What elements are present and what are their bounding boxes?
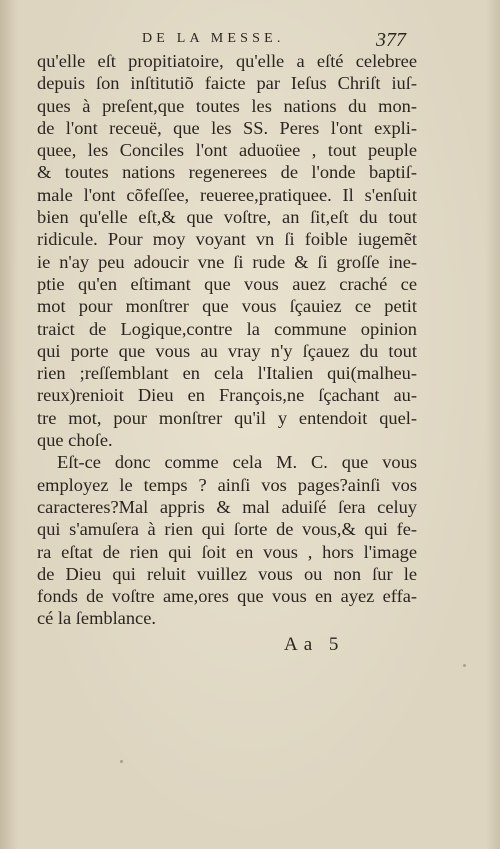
text-line: male l'ont cõfeſſee, reueree,pratiquee. Il s'enſuit [37,184,417,205]
text-line: rien ;reſſemblant en cela l'Italien qui(malheu- [37,363,417,384]
text-line: employez le temps ? ainſi vos pages?ainſi vos [37,474,417,495]
page-number: 377 [376,29,406,51]
text-line: & toutes nations regenerees de l'onde baptiſ- [37,162,417,183]
paragraph [37,50,417,451]
paper-speck [120,760,123,763]
text-line: de l'ont receuë, que les SS. Peres l'ont expli- [37,117,417,138]
text-line: tre mot, pour monſtrer qu'il y entendoit quel- [37,407,417,428]
text-line: fonds de voſtre ame,ores que vous en ayez effa- [37,586,417,607]
text-line: qu'elle eſt propitiatoire, qu'elle a eſté celebree [37,51,417,71]
paragraph [37,451,417,629]
text-line: qui s'amuſera à rien qui ſorte de vous,& qui fe- [37,519,417,540]
text-line: traict de Logique,contre la commune opinion [37,318,417,339]
text-line: depuis ſon inſtitutiõ faicte par Ieſus Chriſt iuſ- [37,73,417,94]
text-line: que choſe. [37,430,113,451]
text-line: ques à preſent,que toutes les nations du mon- [37,95,417,116]
text-line: bien qu'elle eſt,& que voſtre, an ſit,eſt du tout [37,207,417,228]
text-line: qui porte que vous au vray n'y ſçauez du tout [37,340,417,361]
text-line: ra eſtat de rien qui ſoit en vous , hors l'image [37,541,417,562]
text-line: caracteres?Mal appris & mal aduiſé ſera celuy [37,496,417,517]
text-line: cé la ſemblance. [37,608,156,629]
text-line: ridicule. Pour moy voyant vn ſi foible iugemẽt [37,229,417,250]
text-line: quee, les Conciles l'ont aduoüee , tout peuple [37,140,417,161]
text-line: mot pour monſtrer que vous ſçauiez ce petit [37,296,417,317]
text-line: de Dieu qui reluit vuillez vous ou non ſur le [37,563,417,584]
text-line: Eſt-ce donc comme cela M. C. que vous [57,452,417,473]
paper-speck [463,664,466,667]
text-line: ie n'ay peu adoucir vne ſi rude & ſi groſſe ine- [37,251,417,272]
signature-mark: Aa 5 [284,634,345,655]
text-line: ptie qu'en eſtimant que vous auez craché ce [37,273,417,294]
running-head: DE LA MESSE. [142,31,285,46]
body-text [37,50,417,630]
text-line: reux)renioit Dieu en François,ne ſçachant au- [37,385,417,406]
